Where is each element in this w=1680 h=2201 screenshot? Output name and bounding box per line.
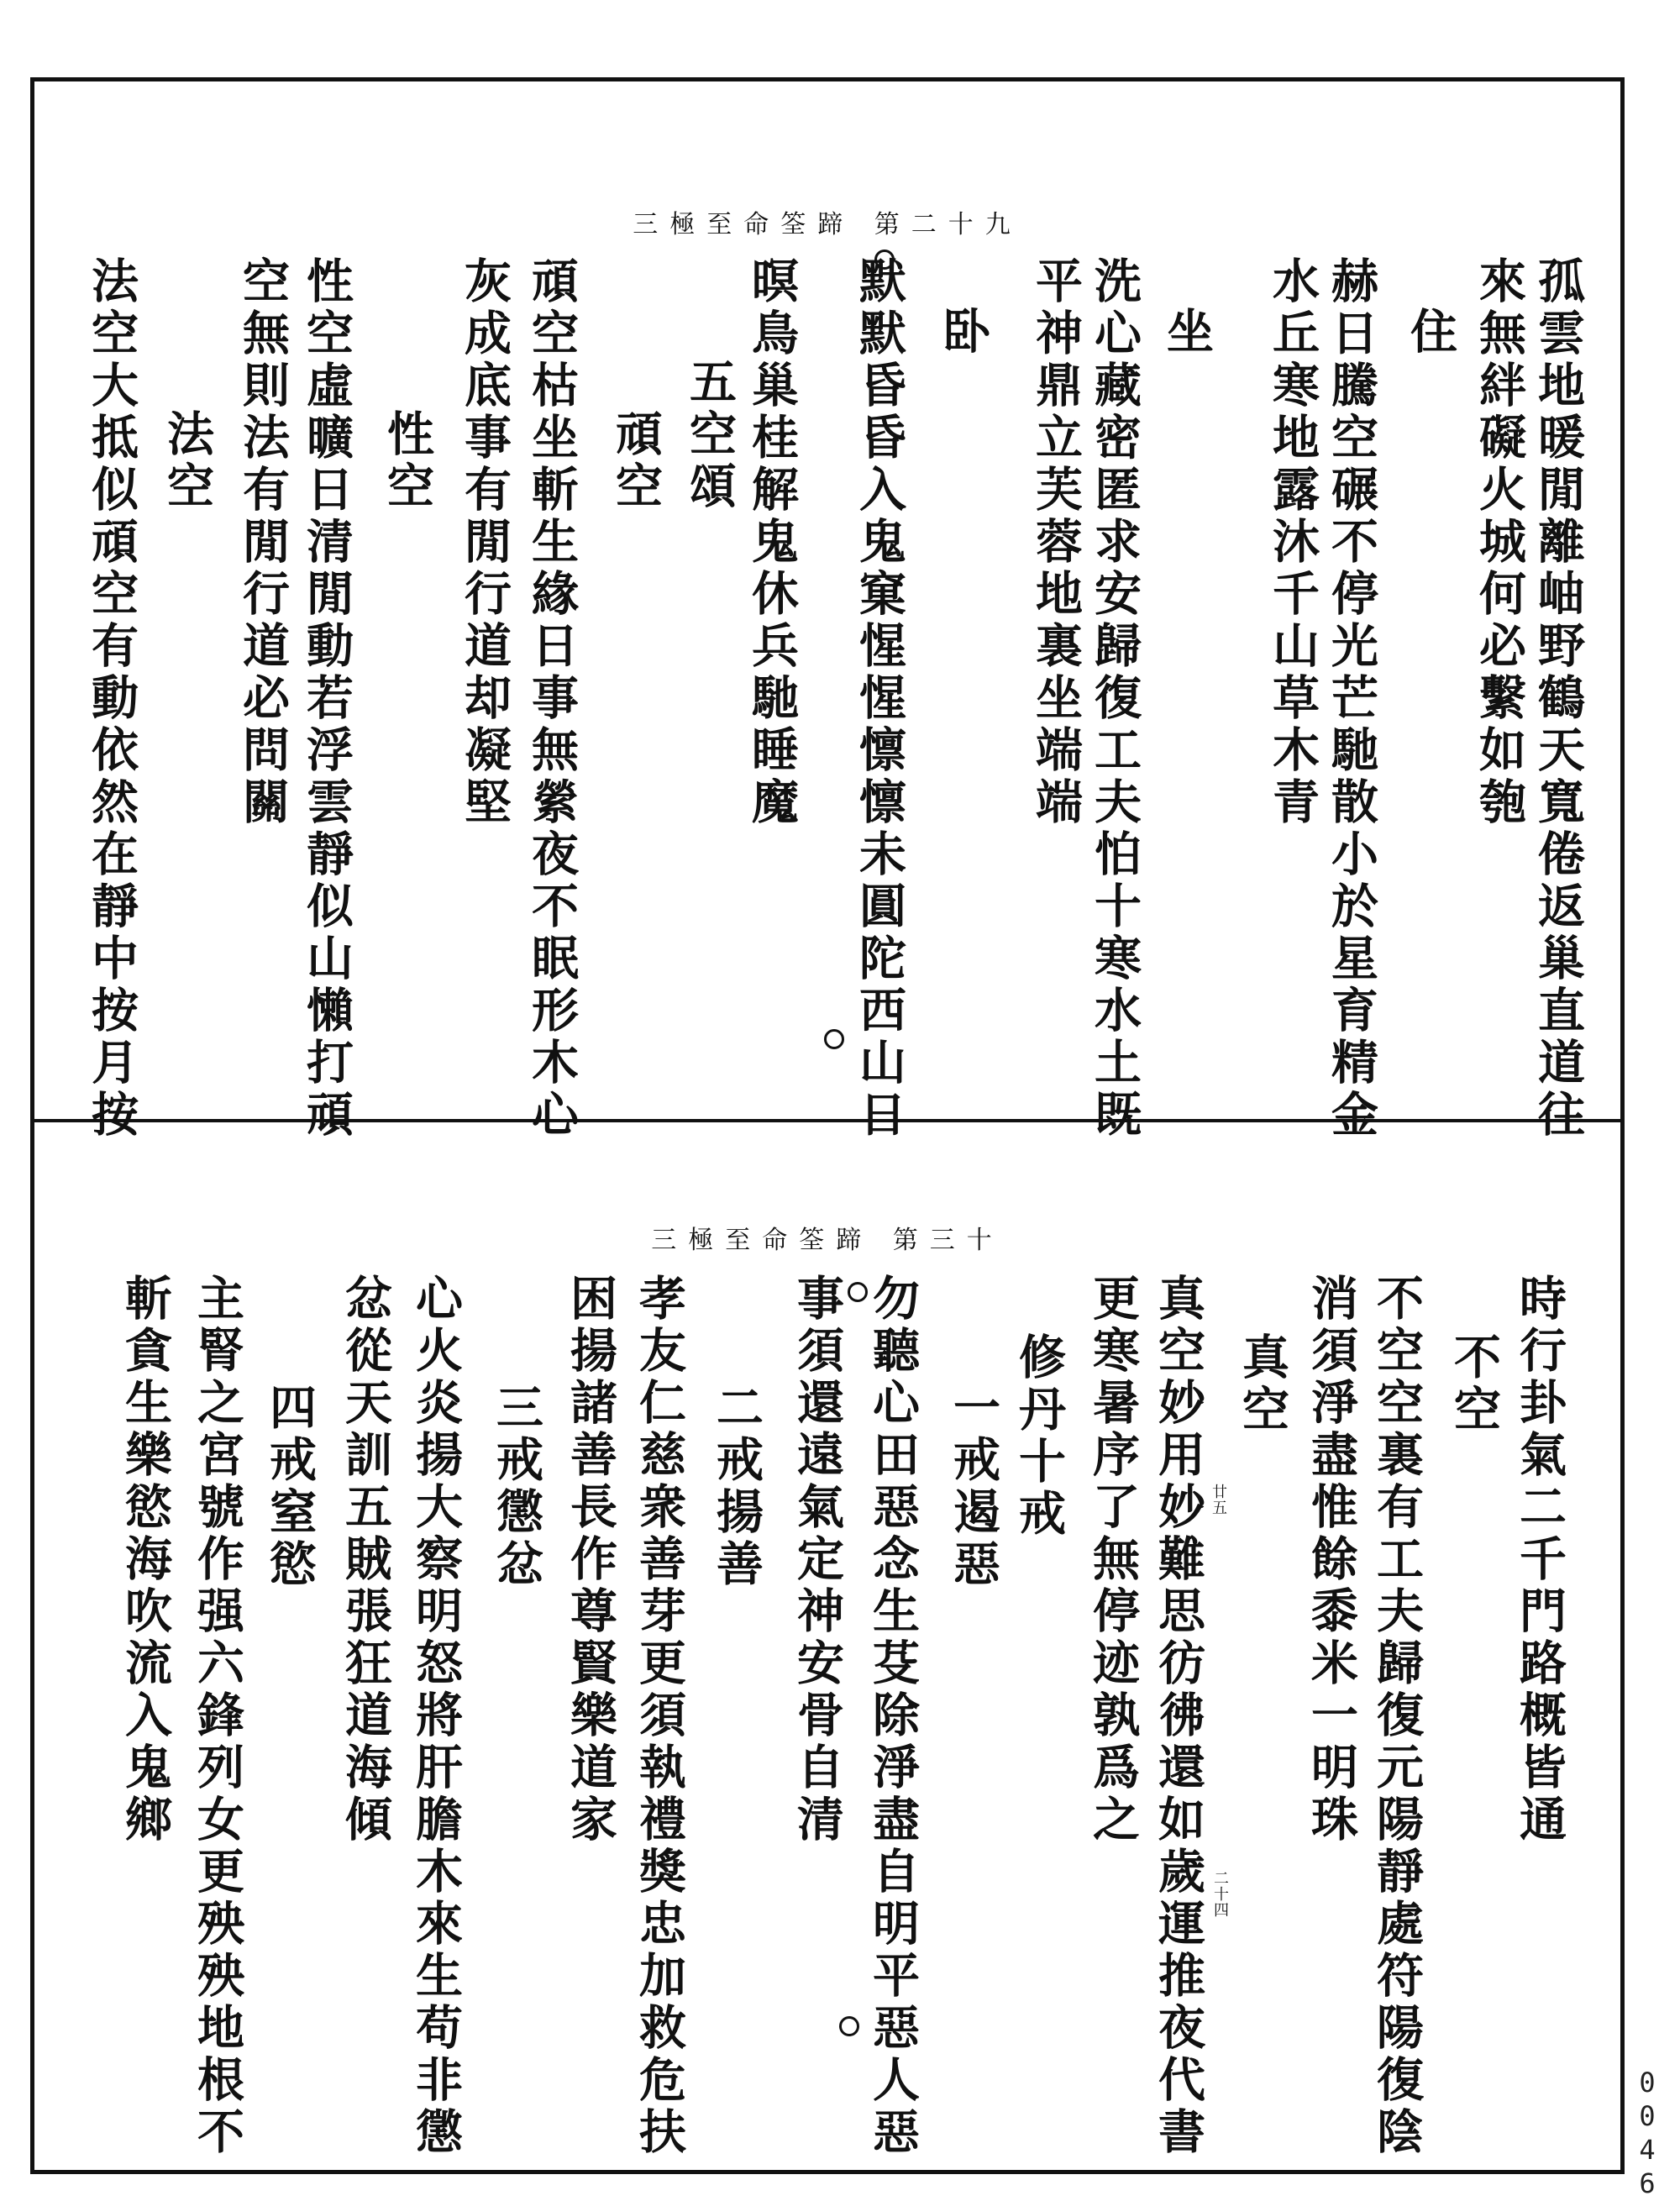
page-number: 0046 xyxy=(1631,2067,1663,2201)
section-heading: 不空 xyxy=(1446,1332,1502,1437)
margin-note: 廿五 xyxy=(1210,1484,1227,1515)
text-column: 赫日騰空碾不停光芒馳散小於星育精金 xyxy=(1324,256,1379,1142)
text-column: 默默昏昏入鬼窠惺惺懔懔未圓陀西山日 xyxy=(852,256,907,1142)
text-column: 孝友仁慈衆善芽更須執禮獎忠加救危扶 xyxy=(632,1274,687,2159)
text-column: 法空大抵似頑空有動依然在靜中按月按 xyxy=(84,256,139,1142)
text-column: 勿聽心田惡念生芟除淨盡自明平惡人惡 xyxy=(865,1274,921,2159)
section-heading: 法空 xyxy=(160,409,215,513)
text-column: 孤雲地暖閒離岫野鶴天寬倦返巢直道往 xyxy=(1530,256,1586,1142)
text-column: 斬貪生樂慾海吹流入鬼鄉 xyxy=(118,1274,173,1846)
circle-mark xyxy=(839,2016,859,2036)
section-heading: 四戒窒慾 xyxy=(262,1383,318,1591)
margin-note: 二十四 xyxy=(1211,1870,1229,1918)
text-column: 心火炎揚大察明怒將肝膽木來生苟非懲 xyxy=(408,1274,464,2159)
text-column: 空無則法有閒行道必問關 xyxy=(235,256,291,829)
text-column: 不空空裏有工夫歸復元陽靜處符陽復陰 xyxy=(1369,1274,1425,2159)
section-heading: 頑空 xyxy=(608,409,664,513)
text-column: 平神鼎立芙蓉地裏坐端端 xyxy=(1028,256,1084,829)
text-column: 來無絆礙火城何必繫如匏 xyxy=(1472,256,1527,829)
section-heading: 住 xyxy=(1403,307,1458,359)
circle-mark xyxy=(824,1029,844,1049)
section-heading: 一戒遏惡 xyxy=(946,1383,1001,1591)
text-column: 頑空枯坐斬生緣日事無縈夜不眠形木心 xyxy=(524,256,580,1142)
running-head: 三極至命筌蹄 第三十 xyxy=(651,1226,1004,1255)
section-heading: 三戒懲忿 xyxy=(489,1383,544,1591)
text-column: 暝鳥巢桂解鬼休兵馳睡魔 xyxy=(744,256,800,829)
text-column: 洗心藏密匿求安歸復工夫怕十寒水土既 xyxy=(1087,256,1142,1142)
section-heading: 二戒揚善 xyxy=(709,1383,764,1591)
text-column: 性空虛曠日清閒動若浮雲靜似山懶打頑 xyxy=(299,256,354,1142)
section-heading: 五空頌 xyxy=(682,357,738,513)
text-column: 困揚諸善長作尊賢樂道家 xyxy=(563,1274,618,1846)
text-column: 真空妙用妙難思彷彿還如歲運推夜代書 xyxy=(1151,1274,1206,2159)
text-column: 灰成底事有閒行道却凝堅 xyxy=(457,256,512,829)
section-heading: 修丹十戒 xyxy=(1011,1332,1067,1541)
text-column: 時行卦氣二千門路概皆通 xyxy=(1512,1274,1567,1846)
section-heading: 性空 xyxy=(380,409,435,513)
text-column: 主腎之宮號作强六鋒列女更殃殃地根不 xyxy=(190,1274,245,2159)
text-column: 水丘寒地露沐千山草木青 xyxy=(1265,256,1320,829)
top-page xyxy=(34,81,1620,1142)
running-head: 三極至命筌蹄 第二十九 xyxy=(633,210,1022,239)
section-heading: 坐 xyxy=(1159,307,1215,359)
section-heading: 卧 xyxy=(936,307,991,359)
text-column: 忿從天訓五賊張狂道海傾 xyxy=(338,1274,393,1846)
text-column: 消須淨盡惟餘黍米一明珠 xyxy=(1304,1274,1359,1846)
text-column: 事須還遠氣定神安骨自清 xyxy=(790,1274,845,1846)
bottom-page xyxy=(34,1122,1620,2170)
text-column: 更寒暑序了無停迹孰爲之 xyxy=(1085,1274,1141,1846)
section-heading: 真空 xyxy=(1235,1332,1290,1437)
